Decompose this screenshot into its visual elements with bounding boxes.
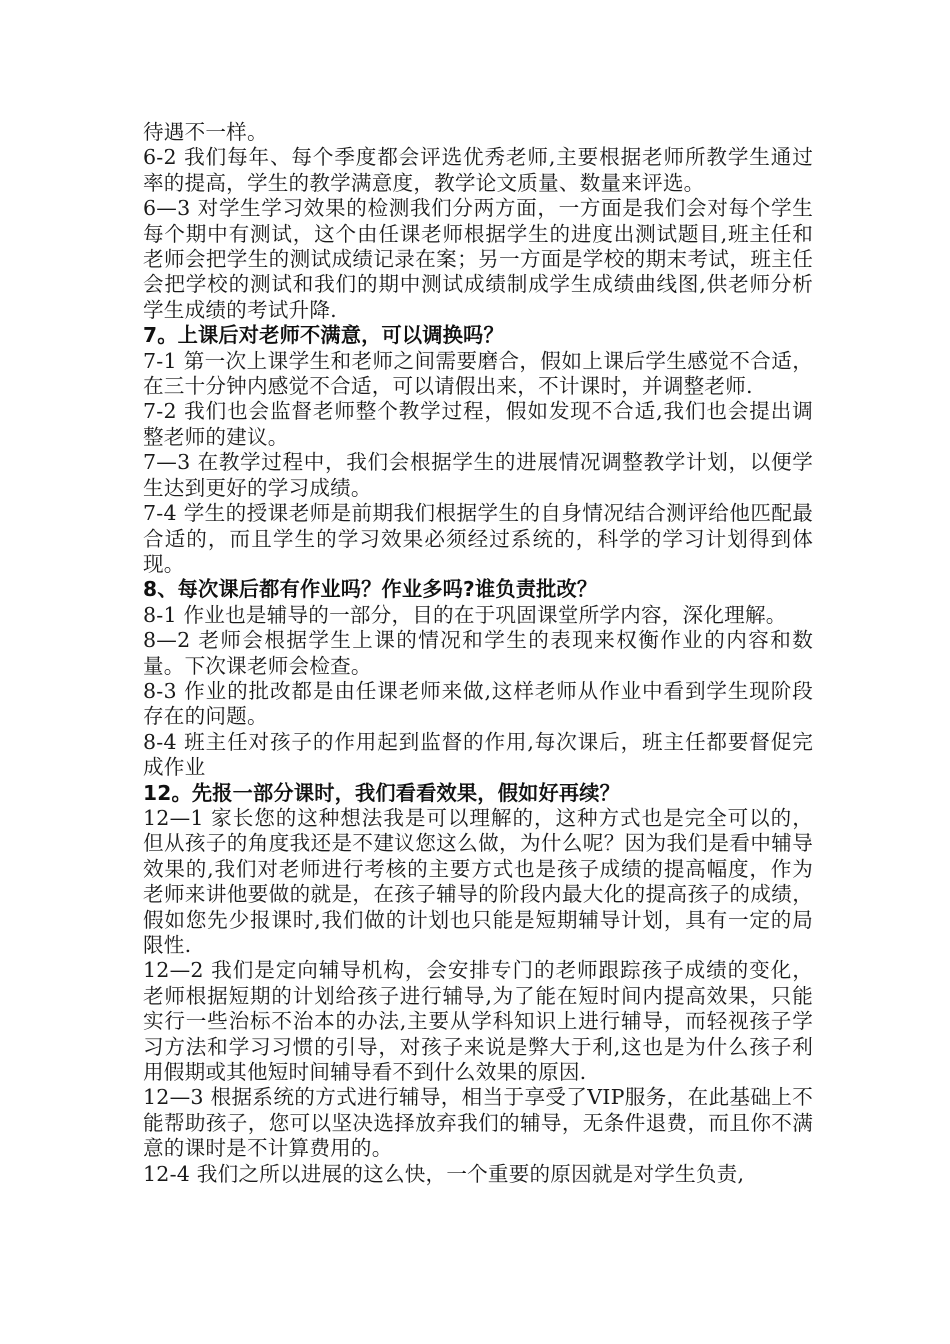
document-page [143, 120, 813, 1187]
paragraph-6-1-continued: 待遇不一样。 [143, 120, 268, 144]
paragraph-7-1: 7-1 第一次上课学生和老师之间需要磨合，假如上课后学生感觉不合适，在三十分钟内感觉不合适，可以请假出来，不计课时，并调整老师. [143, 348, 813, 399]
paragraph-7-2: 7-2 我们也会监督老师整个教学过程，假如发现不合适,我们也会提出调整老师的建议。 [143, 399, 813, 449]
paragraph-12-4: 12-4 我们之所以进展的这么快，一个重要的原因就是对学生负责, [143, 1161, 745, 1186]
question-8-heading: 8、每次课后都有作业吗？作业多吗?谁负责批改？ [143, 577, 598, 602]
paragraph-8-2: 8—2 老师会根据学生上课的情况和学生的表现来权衡作业的内容和数量。下次课老师会检查。 [143, 628, 813, 678]
paragraph-12-2: 12—2 我们是定向辅导机构，会安排专门的老师跟踪孩子成绩的变化，老师根据短期的计划给孩子进行辅导,为了能在短时间内提高效果，只能实行一些治标不治本的办法,主要从学科知识上进行辅导，而轻视孩子学习方法和学习习惯的引导，对孩子来说是弊大于利,这也是为什么孩子利用假期或其他短时间辅导看不到什么效果的原因. [143, 958, 813, 1085]
paragraph-12-3: 12—3 根据系统的方式进行辅导，相当于享受了VIP服务，在此基础上不能帮助孩子，您可以坚决选择放弃我们的辅导，无条件退费，而且你不满意的课时是不计算费用的。 [143, 1085, 813, 1161]
paragraph-6-3: 6—3 对学生学习效果的检测我们分两方面，一方面是我们会对每个学生每个期中有测试，这个由任课老师根据学生的进度出测试题目,班主任和老师会把学生的测试成绩记录在案；另一方面是学校的期末考试，班主任会把学校的测试和我们的期中测试成绩制成学生成绩曲线图,供老师分析学生成绩的考试升降. [143, 196, 813, 322]
paragraph-6-2: 6-2 我们每年、每个季度都会评选优秀老师,主要根据老师所教学生通过率的提高，学生的教学满意度，教学论文质量、数量来评选。 [143, 145, 813, 195]
paragraph-7-3: 7—3 在教学过程中，我们会根据学生的进展情况调整教学计划，以便学生达到更好的学习成绩。 [143, 450, 813, 500]
paragraph-7-4: 7-4 学生的授课老师是前期我们根据学生的自身情况结合测评给他匹配最合适的，而且学生的学习效果必须经过系统的，科学的学习计划得到体现。 [143, 501, 813, 576]
question-7-heading: 7。上课后对老师不满意，可以调换吗？ [143, 323, 504, 348]
paragraph-8-1: 8-1 作业也是辅导的一部分，目的在于巩固课堂所学内容，深化理解。 [143, 602, 787, 627]
paragraph-8-4: 8-4 班主任对孩子的作用起到监督的作用,每次课后，班主任都要督促完成作业 [143, 729, 813, 780]
paragraph-12-1: 12—1 家长您的这种想法我是可以理解的，这种方式也是完全可以的，但从孩子的角度我还是不建议您这么做，为什么呢？因为我们是看中辅导效果的,我们对老师进行考核的主要方式也是孩子成绩的提高幅度，作为老师来讲他要做的就是，在孩子辅导的阶段内最大化的提高孩子的成绩，假如您先少报课时,我们做的计划也只能是短期辅导计划，具有一定的局限性. [143, 805, 813, 957]
question-12-heading: 12。先报一部分课时，我们看看效果，假如好再续？ [143, 780, 621, 805]
paragraph-8-3: 8-3 作业的批改都是由任课老师来做,这样老师从作业中看到学生现阶段存在的问题。 [143, 678, 813, 729]
